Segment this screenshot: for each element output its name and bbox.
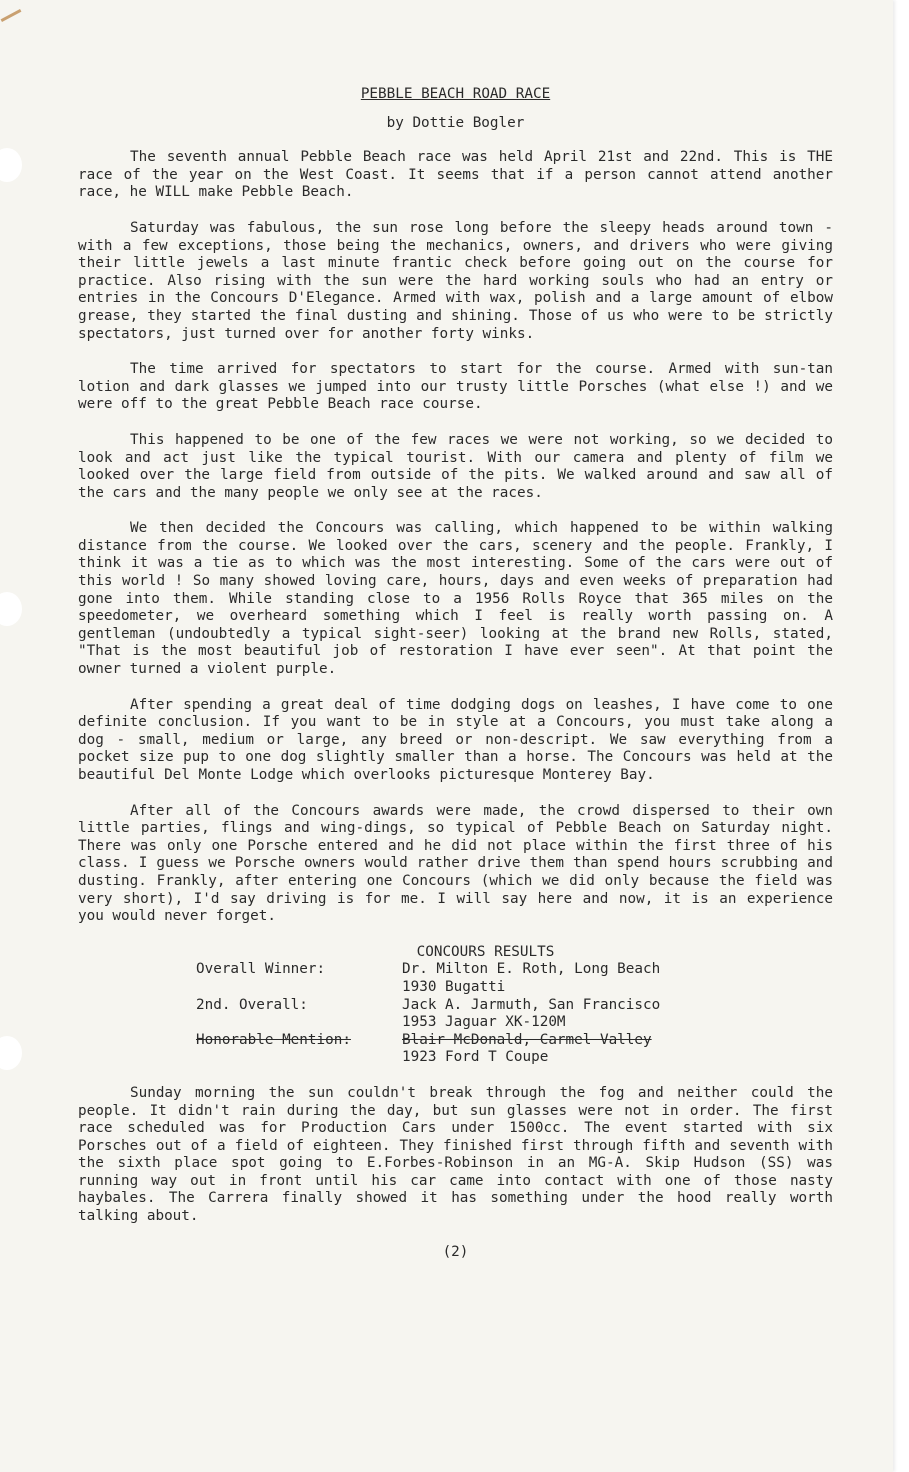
result-entrant: Dr. Milton E. Roth, Long Beach [402, 961, 661, 978]
result-label: Honorable Mention: [196, 1031, 351, 1048]
article [78, 86, 833, 1261]
punch-hole [0, 1036, 22, 1070]
paragraph: We then decided the Concours was calling, which happened to be within walking distance from the course. We looked over the cars, scenery and the people. Frankly, I think it was a tie as to which was the most interesting. Some of the cars were out of this world ! So many showed loving care, hours, days and even weeks of preparation had gone into them. While standing close to a 1956 Rolls Royce that 365 miles on the speedometer, we overheard something which I feel is really worth passing on. A gentleman (undoubtedly a typical sight-seer) looking at the brand new Rolls, stated, "That is the most beautiful job of restoration I have ever seen". At that point the owner turned a violent purple. [78, 520, 833, 678]
result-row [78, 1032, 833, 1067]
punch-hole [0, 592, 22, 626]
byline: by Dottie Bogler [386, 114, 525, 131]
paragraph: Sunday morning the sun couldn't break through the fog and neither could the people. It didn't rain during the day, but sun glasses were not in order. The first race scheduled was for Production Cars under 1500cc. The event started with six Porsches out of a field of eighteen. They finished first through fifth and seventh with the sixth place spot going to E.Forbes-Robinson in an MG-A. Skip Hudson (SS) was running way out in front until his car came into contact with one of those nasty haybales. The Carrera finally showed it has something under the hood really worth talking about. [78, 1084, 833, 1225]
result-value [402, 1032, 833, 1067]
result-label: Overall Winner: [196, 961, 326, 978]
result-value [402, 997, 833, 1032]
paragraph: The seventh annual Pebble Beach race was held April 21st and 22nd. This is THE race of the year on the West Coast. It seems that if a person cannot attend another race, he WILL make Pebble Beach. [78, 149, 833, 201]
paragraph: After spending a great deal of time dodging dogs on leashes, I have come to one definite conclusion. If you want to be in style at a Concours, you must take along a dog - small, medium or large, any breed or non-descript. We saw everything from a pocket size pup to one dog slightly smaller than a horse. The Concours was held at the beautiful Del Monte Lodge which overlooks picturesque Monterey Bay. [78, 696, 833, 783]
result-label: 2nd. Overall: [196, 996, 308, 1013]
result-value [402, 961, 833, 996]
paragraph: The time arrived for spectators to start for the course. Armed with sun-tan lotion and dark glasses we jumped into our trusty little Porsches (what else !) and we were off to the great Pebble Beach race course. [78, 361, 833, 413]
result-entrant: Blair McDonald, Carmel Valley [402, 1031, 652, 1048]
results-heading: CONCOURS RESULTS [416, 943, 555, 960]
pencil-mark [1, 9, 22, 22]
result-row [78, 997, 833, 1032]
paragraph: Saturday was fabulous, the sun rose long before the sleepy heads around town - with a few exceptions, those being the mechanics, owners, and drivers who were giving their little jewels a last minute frantic check before going out on the course for practice. Also rising with the sun were the hard working souls who had an entry or entries in the Concours D'Elegance. Armed with wax, polish and a large amount of elbow grease, they started the final dusting and shining. Those of us who were to be strictly spectators, just turned over for another forty winks. [78, 219, 833, 342]
result-entrant: Jack A. Jarmuth, San Francisco [402, 996, 661, 1013]
concours-results [78, 944, 833, 1067]
paragraph: This happened to be one of the few races we were not working, so we decided to look and act just like the typical tourist. With our camera and plenty of film we looked over the large field from outside of the pits. We walked around and saw all of the cars and the many people we only see at the races. [78, 431, 833, 501]
result-row [78, 961, 833, 996]
punch-hole [0, 148, 22, 182]
result-car: 1930 Bugatti [402, 978, 506, 995]
result-car: 1923 Ford T Coupe [402, 1049, 549, 1066]
page-number: (2) [442, 1243, 469, 1260]
article-title: PEBBLE BEACH ROAD RACE [360, 86, 551, 102]
result-car: 1953 Jaguar XK-120M [402, 1014, 566, 1031]
paragraph: After all of the Concours awards were made, the crowd dispersed to their own little parties, flings and wing-dings, so typical of Pebble Beach on Saturday night. There was only one Porsche entered and he did not place within the first three of his class. I guess we Porsche owners would rather drive them than spend hours scrubbing and dusting. Frankly, after entering one Concours (which we did only because the field was very short), I'd say driving is for me. I will say here and now, it is an experience you would never forget. [78, 802, 833, 925]
